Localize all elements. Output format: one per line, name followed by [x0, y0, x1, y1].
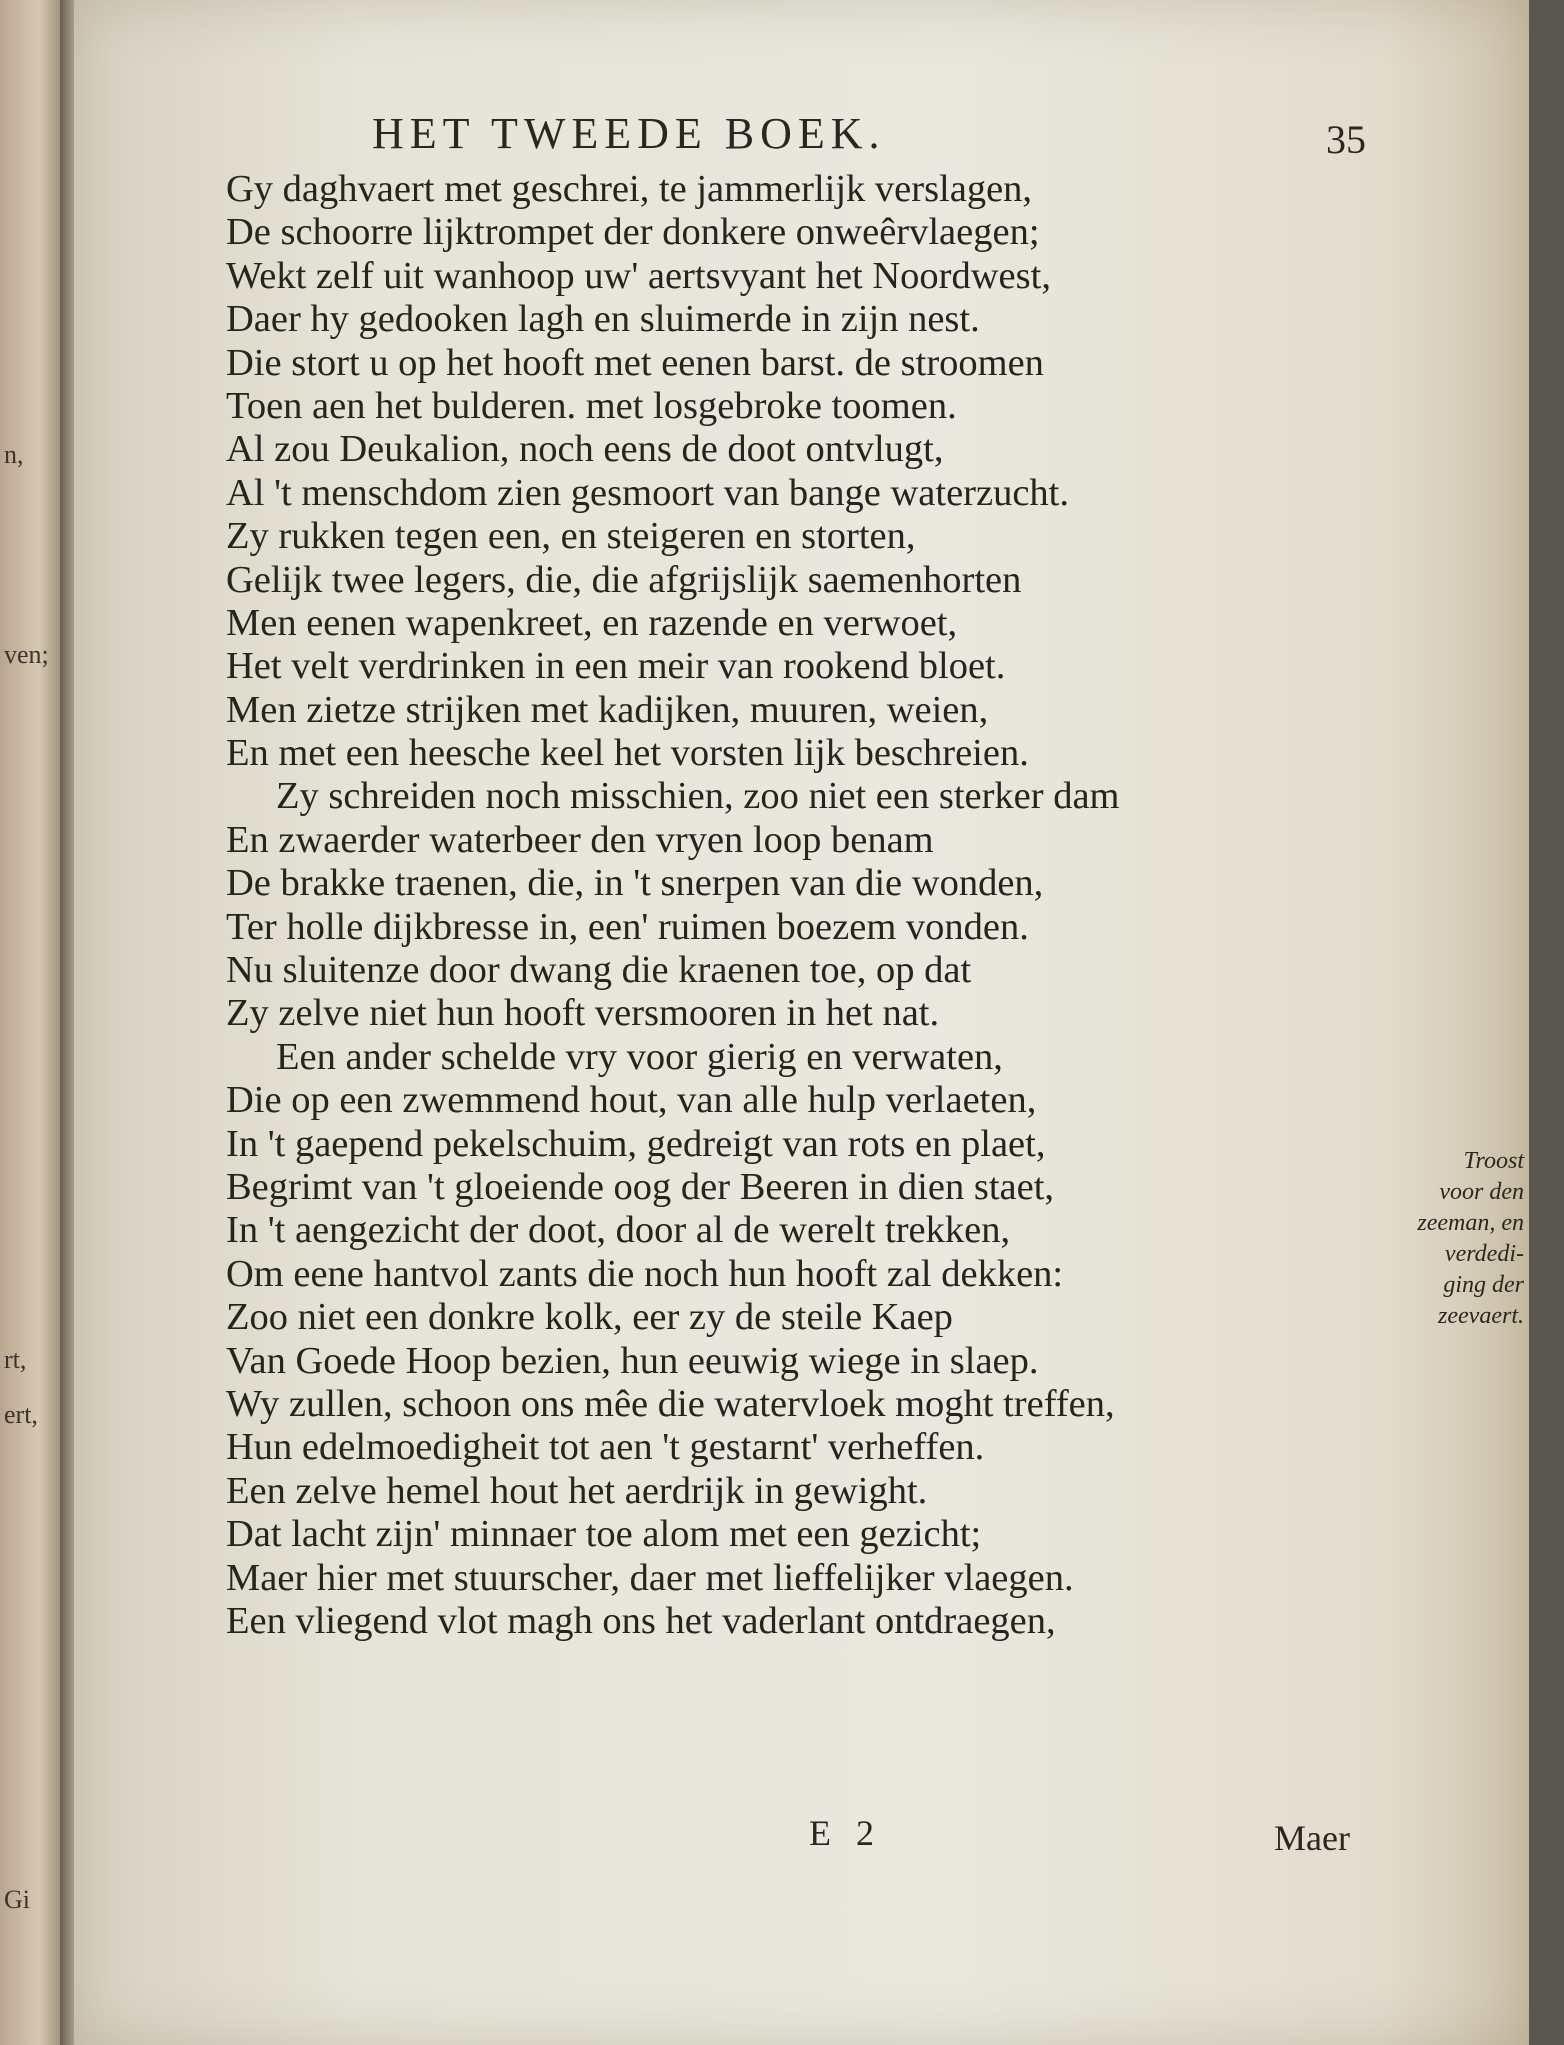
left-margin-fragment: rt, — [4, 1345, 27, 1374]
margin-note — [1374, 1146, 1524, 1332]
verse-line: Zy zelve niet hun hooft versmooren in het nat. — [226, 992, 940, 1035]
margin-note-line: ging der — [1443, 1272, 1524, 1298]
verse-line: Het velt verdrinken in een meir van rookend bloet. — [226, 645, 1006, 688]
book-page — [74, 0, 1529, 2045]
verse-line: Gy daghvaert met geschrei, te jammerlijk verslagen, — [226, 168, 1033, 210]
verse-line: Gelijk twee legers, die, die afgrijslijk saemenhorten — [226, 558, 1022, 601]
verse-text — [226, 168, 1376, 1643]
verse-line: Al 't menschdom zien gesmoort van bange waterzucht. — [226, 471, 1069, 514]
verse-line: In 't gaepend pekelschuim, gedreigt van rots en plaet, — [226, 1122, 1046, 1165]
verse-line: Een ander schelde vry voor gierig en verwaten, — [276, 1035, 1003, 1078]
margin-note-line: verdedi- — [1444, 1241, 1524, 1267]
verse-line: Wekt zelf uit wanhoop uw' aertsvyant het Noordwest, — [226, 254, 1051, 297]
margin-note-line: zeevaert. — [1438, 1303, 1524, 1329]
verse-line: Toen aen het bulderen. met losgebroke toomen. — [226, 384, 957, 427]
verse-line: Nu sluitenze door dwang die kraenen toe, op dat — [226, 949, 972, 992]
margin-note-line: voor den — [1439, 1179, 1524, 1205]
verse-line: Zy rukken tegen een, en steigeren en storten, — [226, 515, 916, 558]
verse-line: Die op een zwemmend hout, van alle hulp verlaeten, — [226, 1079, 1037, 1122]
verse-line: Wy zullen, schoon ons mêe die watervloek moght treffen, — [226, 1382, 1115, 1425]
verse-line: Ter holle dijkbresse in, een' ruimen boezem vonden. — [226, 905, 1029, 948]
verse-line: Begrimt van 't gloeiende oog der Beeren in dien staet, — [226, 1165, 1055, 1208]
verse-line: Hun edelmoedigheit tot aen 't gestarnt' verheffen. — [226, 1426, 985, 1469]
verse-line: En zwaerder waterbeer den vryen loop benam — [226, 818, 934, 861]
verse-line: De brakke traenen, die, in 't snerpen van die wonden, — [226, 862, 1044, 905]
verse-line: In 't aengezicht der doot, door al de werelt trekken, — [226, 1209, 1011, 1252]
verse-line: Men zietze strijken met kadijken, muuren, weien, — [226, 688, 989, 731]
catchword: Maer — [1274, 1818, 1350, 1858]
signature-mark: E 2 — [809, 1813, 882, 1853]
running-head: HET TWEEDE BOEK. — [372, 109, 886, 158]
verse-line: En met een heesche keel het vorsten lijk beschreien. — [226, 732, 1029, 775]
verse-line: Zy schreiden noch misschien, zoo niet een sterker dam — [276, 775, 1120, 818]
verse-line: Een zelve hemel hout het aerdrijk in gewight. — [226, 1469, 928, 1512]
verse-line: Die stort u op het hooft met eenen barst. de stroomen — [226, 341, 1044, 384]
verse-line: Daer hy gedooken lagh en sluimerde in zijn nest. — [226, 298, 980, 341]
verse-line: Maer hier met stuurscher, daer met lieffelijker vlaegen. — [226, 1556, 1074, 1599]
verse-line: Een vliegend vlot magh ons het vaderlant ontdraegen, — [226, 1599, 1056, 1642]
left-margin-fragment: Gi — [4, 1885, 30, 1914]
left-margin-fragment: ven; — [4, 640, 49, 669]
left-margin-fragment: ert, — [4, 1400, 38, 1429]
verse-line: Men eenen wapenkreet, en razende en verwoet, — [226, 601, 958, 644]
verse-line: Dat lacht zijn' minnaer toe alom met een gezicht; — [226, 1513, 982, 1556]
verse-line: De schoorre lijktrompet der donkere onweêrvlaegen; — [226, 211, 1040, 254]
left-margin-fragment: n, — [4, 440, 24, 469]
verse-line: Om eene hantvol zants die noch hun hooft zal dekken: — [226, 1252, 1064, 1295]
page-number: 35 — [1326, 117, 1366, 162]
verse-line: Al zou Deukalion, noch eens de doot ontvlugt, — [226, 428, 944, 471]
verse-line: Zoo niet een donkre kolk, eer zy de steile Kaep — [226, 1296, 953, 1339]
verse-line: Van Goede Hoop bezien, hun eeuwig wiege in slaep. — [226, 1339, 1039, 1382]
margin-note-line: Troost — [1463, 1148, 1524, 1174]
margin-note-line: zeeman, en — [1417, 1210, 1524, 1236]
